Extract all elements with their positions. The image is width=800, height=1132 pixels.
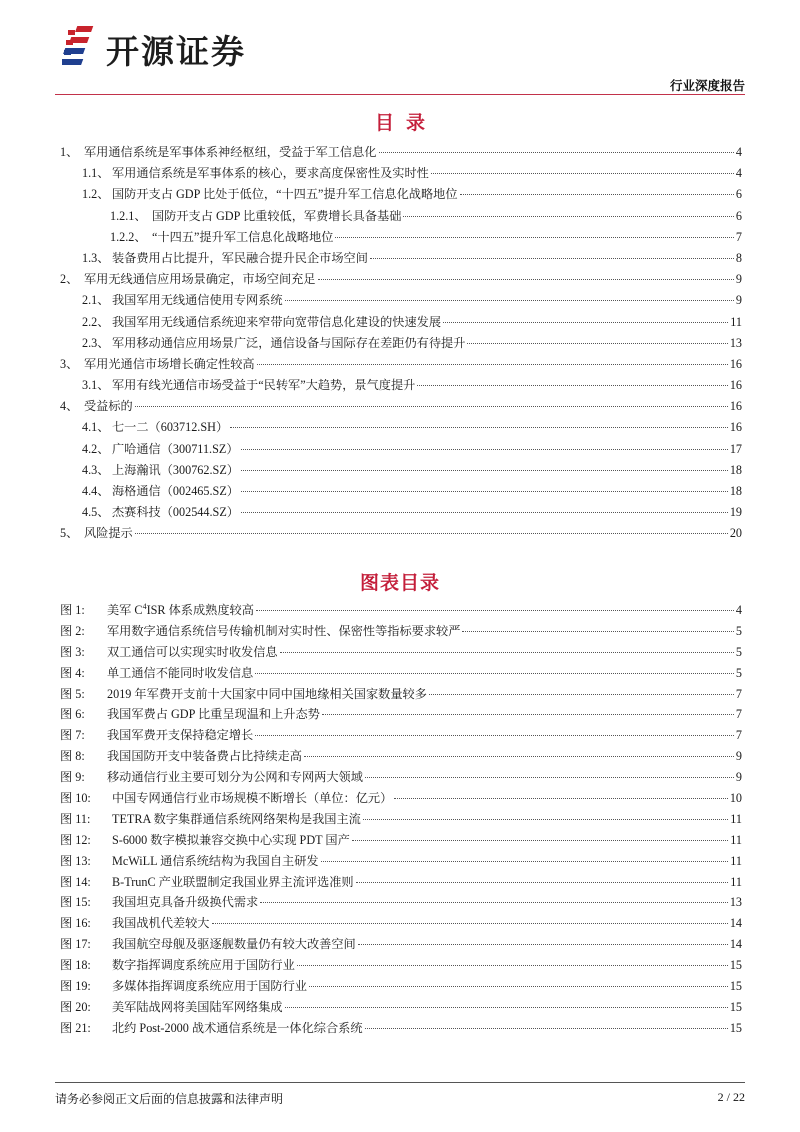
- toc-entry-title: 上海瀚讯（300762.SZ）: [112, 462, 239, 477]
- figure-entry-page: 11: [730, 853, 742, 868]
- toc-entry-page: 4: [735, 145, 742, 159]
- toc-entry-number: 1.3、: [82, 250, 110, 265]
- figure-entry[interactable]: [60, 664, 742, 685]
- toc-entry-number: 1.2.1、: [110, 208, 147, 223]
- toc-entry-title: 军用通信系统是军事体系神经枢纽，受益于军工信息化: [84, 145, 377, 159]
- figure-entry-title: 移动通信行业主要可划分为公网和专网两大领域: [107, 770, 363, 785]
- figure-entry[interactable]: [60, 998, 742, 1019]
- toc-entry-page: 11: [730, 314, 742, 329]
- figure-entry[interactable]: [60, 622, 742, 643]
- figure-entry-title: [107, 601, 254, 618]
- toc-entry-leader: [241, 448, 728, 450]
- figure-entry-title: 中国专网通信行业市场规模不断增长（单位：亿元）: [112, 791, 393, 806]
- toc-entry-page: 17: [729, 441, 742, 456]
- toc-entry-leader: [135, 405, 728, 407]
- figure-entry-title: 美军陆战网将美国陆军网络集成: [112, 999, 283, 1014]
- figure-entry-page: 13: [729, 895, 742, 910]
- figure-entry-title: TETRA 数字集群通信系统网络架构是我国主流: [112, 811, 361, 826]
- figure-entry[interactable]: [60, 956, 742, 977]
- figure-entry-title: S-6000 数字模拟兼容交换中心实现 PDT 国产: [112, 832, 350, 847]
- figure-entry-page: 7: [735, 707, 742, 722]
- figure-entry-leader: [322, 713, 734, 715]
- toc-entry-leader: [285, 299, 734, 301]
- figure-entry-page: 4: [735, 603, 742, 617]
- figure-entry-title: 多媒体指挥调度系统应用于国防行业: [112, 979, 307, 994]
- figure-entry-number: 图 1:: [60, 603, 85, 617]
- toc-entry-number: 2、: [60, 272, 79, 287]
- toc-entry-leader: [335, 236, 733, 238]
- toc-entry[interactable]: [60, 291, 742, 312]
- toc-entry-number: 1.2、: [82, 187, 110, 202]
- figure-entry[interactable]: [60, 685, 742, 706]
- toc-entry[interactable]: [60, 228, 742, 249]
- toc-entry-page: 16: [729, 356, 742, 371]
- figure-entry-number: 图 16:: [60, 916, 91, 931]
- figure-entry-leader: [255, 734, 734, 736]
- figure-entry[interactable]: [60, 726, 742, 747]
- figure-entry-number: 图 5:: [60, 686, 85, 701]
- figure-entry-title: 我国军费开支保持稳定增长: [107, 728, 254, 743]
- toc-entry-leader: [135, 532, 728, 534]
- toc-entry-number: 2.2、: [82, 314, 110, 329]
- toc-entry-leader: [467, 342, 727, 344]
- figure-entry[interactable]: [60, 747, 742, 768]
- toc-entry-page: 9: [735, 293, 742, 308]
- toc-entry-title: 国防开支占 GDP 比重较低，军费增长具备基础: [152, 208, 402, 223]
- figure-entry-leader: [356, 881, 729, 883]
- figure-entry-page: 5: [735, 665, 742, 680]
- toc-entry-title: 风险提示: [84, 526, 133, 541]
- figure-entry-title: 单工通信不能同时收发信息: [107, 665, 254, 680]
- toc-entry-number: 4.5、: [82, 505, 110, 520]
- figure-entry-number: 图 2:: [60, 623, 85, 638]
- figure-entry-number: 图 8:: [60, 749, 85, 764]
- figure-entry-page: 10: [729, 791, 742, 806]
- figure-entry-number: 图 13:: [60, 853, 91, 868]
- figure-entry-leader: [297, 964, 728, 966]
- figures-title: 图表目录: [359, 572, 440, 594]
- figure-entry-number: 图 20:: [60, 999, 91, 1014]
- figure-entry[interactable]: [60, 935, 742, 956]
- figure-entry-number: 图 6:: [60, 707, 85, 722]
- figure-entry[interactable]: [60, 601, 742, 622]
- toc-entry-title: 军用光通信市场增长确定性较高: [84, 356, 255, 371]
- figure-entry-page: 15: [729, 999, 742, 1014]
- toc-entry-leader: [379, 151, 734, 153]
- toc-entry-number: 4、: [60, 399, 79, 414]
- figure-entry-title: McWiLL 通信系统结构为我国自主研发: [112, 853, 319, 868]
- figure-entry-number: 图 11:: [60, 811, 91, 826]
- toc-entry-page: 13: [729, 335, 742, 350]
- figure-entry-title-superscript: 4: [142, 601, 147, 611]
- figure-entry-page: 11: [730, 832, 742, 847]
- figure-entry-page: 15: [729, 958, 742, 973]
- figure-entry-number: 图 10:: [60, 791, 91, 806]
- toc-entry-title: 军用移动通信应用场景广泛，通信设备与国际存在差距仍有待提升: [112, 335, 466, 350]
- toc-entry-title: 国防开支占 GDP 比处于低位，“十四五”提升军工信息化战略地位: [112, 187, 458, 202]
- figure-entry[interactable]: [60, 768, 742, 789]
- toc-entry-number: 4.3、: [82, 462, 110, 477]
- toc-entry-leader: [417, 384, 727, 386]
- brand-logo: [62, 24, 312, 76]
- toc-entry-title: 广哈通信（300711.SZ）: [112, 441, 239, 456]
- toc-entry-number: 1.2.2、: [110, 229, 147, 244]
- toc-entry[interactable]: [60, 313, 742, 334]
- toc-entry-page: 18: [729, 484, 742, 498]
- figure-entry-leader: [285, 1006, 728, 1008]
- table-of-contents: [60, 143, 742, 546]
- figure-entry-leader: [358, 943, 728, 945]
- figure-entry-number: 图 3:: [60, 644, 85, 659]
- toc-entry-page: 6: [735, 187, 742, 202]
- toc-entry[interactable]: [60, 164, 742, 185]
- toc-entry-title: 海格通信（002465.SZ）: [112, 484, 239, 498]
- figure-entry-page: 7: [735, 728, 742, 743]
- figure-entry[interactable]: [60, 705, 742, 726]
- figure-entry-title-pre: 美军 C: [107, 603, 143, 617]
- figure-entry-title: B-TrunC 产业联盟制定我国业界主流评选准则: [112, 874, 354, 889]
- toc-entry-title: 我国军用无线通信使用专网系统: [112, 293, 283, 308]
- toc-entry[interactable]: [60, 185, 742, 206]
- toc-entry[interactable]: [60, 207, 742, 228]
- figure-entry-leader: [321, 860, 729, 862]
- figure-entry-leader: [363, 818, 728, 820]
- figure-entry-title: 军用数字通信系统信号传输机制对实时性、保密性等指标要求较严: [107, 623, 461, 638]
- footer-disclaimer: 请务必参阅正文后面的信息披露和法律声明: [55, 1092, 284, 1106]
- figure-entry-title: 北约 Post-2000 战术通信系统是一体化综合系统: [112, 1020, 363, 1035]
- toc-entry[interactable]: [60, 524, 742, 545]
- brand-logo-mark-icon: [62, 24, 102, 74]
- toc-entry-leader: [257, 363, 728, 365]
- toc-entry[interactable]: [60, 249, 742, 270]
- figure-entry-number: 图 12:: [60, 832, 91, 847]
- figure-entry-page: 14: [729, 916, 742, 931]
- toc-entry[interactable]: [60, 440, 742, 461]
- figure-entry-title: 双工通信可以实现实时收发信息: [107, 644, 278, 659]
- figure-entry-number: 图 7:: [60, 728, 85, 743]
- toc-entry-title: 装备费用占比提升，军民融合提升民企市场空间: [112, 250, 368, 265]
- page-header: [0, 0, 800, 100]
- toc-entry[interactable]: [60, 376, 742, 397]
- figure-entry-leader: [365, 1027, 728, 1029]
- toc-entry-page: 7: [735, 229, 742, 244]
- figure-entry-page: 9: [735, 770, 742, 785]
- toc-entry-page: 4: [735, 166, 742, 181]
- figure-entry-page: 7: [735, 686, 742, 701]
- figure-entry-title-post: ISR 体系成熟度较高: [146, 603, 254, 617]
- figure-entry-number: 图 9:: [60, 770, 85, 785]
- toc-entry-leader: [460, 193, 734, 195]
- toc-entry-title: 军用通信系统是军事体系的核心，要求高度保密性及实时性: [112, 166, 429, 181]
- figure-entry-page: 9: [735, 749, 742, 764]
- figure-entry-title: 我国坦克具备升级换代需求: [112, 895, 259, 910]
- toc-entry[interactable]: [60, 334, 742, 355]
- figure-entry[interactable]: [60, 977, 742, 998]
- toc-entry[interactable]: [60, 355, 742, 376]
- figure-entry-title: 我国国防开支中装备费占比持续走高: [107, 749, 302, 764]
- figure-entry-leader: [256, 609, 734, 611]
- figure-entry-page: 11: [730, 811, 742, 826]
- brand-name: 开源证券: [106, 32, 246, 71]
- figure-entry-leader: [352, 839, 728, 841]
- toc-entry-leader: [318, 278, 734, 280]
- toc-entry-leader: [241, 469, 728, 471]
- toc-entry-leader: [370, 257, 734, 259]
- figure-entry-page: 15: [729, 1020, 742, 1035]
- figure-entry-page: 15: [729, 979, 742, 994]
- figure-entry-number: 图 21:: [60, 1020, 91, 1035]
- toc-entry-number: 5、: [60, 526, 79, 541]
- toc-entry-number: 3、: [60, 356, 79, 371]
- toc-entry[interactable]: [60, 270, 742, 291]
- toc-entry-number: 1.1、: [82, 166, 110, 181]
- figure-entry[interactable]: [60, 643, 742, 664]
- toc-entry-title: 我国军用无线通信系统迎来窄带向宽带信息化建设的快速发展: [112, 314, 442, 329]
- toc-entry[interactable]: [60, 418, 742, 439]
- figure-entry-page: 5: [735, 623, 742, 638]
- figure-entry[interactable]: [60, 873, 742, 894]
- toc-entry-page: 6: [735, 208, 742, 223]
- toc-entry-leader: [241, 490, 728, 492]
- figure-entry-leader: [394, 797, 728, 799]
- figure-entry-page: 11: [730, 874, 742, 889]
- toc-entry-number: 4.2、: [82, 441, 110, 456]
- figure-entry-number: 图 14:: [60, 874, 91, 889]
- toc-entry-leader: [403, 215, 734, 217]
- toc-entry-page: 20: [729, 526, 742, 541]
- footer-page-indicator: 2 / 22: [717, 1090, 745, 1104]
- toc-title: 目录: [374, 112, 437, 134]
- figure-entry-leader: [309, 985, 728, 987]
- toc-entry-leader: [431, 172, 734, 174]
- figure-entry[interactable]: [60, 893, 742, 914]
- toc-entry-leader: [443, 321, 728, 323]
- figure-entry-title: 我国战机代差较大: [112, 916, 210, 931]
- figure-entry-title: 2019 年军费开支前十大国家中同中国地缘相关国家数量较多: [107, 686, 427, 701]
- figure-entry-number: 图 15:: [60, 895, 91, 910]
- footer-divider: [55, 1082, 745, 1083]
- toc-entry-title: 军用有线光通信市场受益于“民转军”大趋势，景气度提升: [112, 378, 416, 393]
- figure-entry[interactable]: [60, 789, 742, 810]
- toc-entry[interactable]: [60, 461, 742, 482]
- report-type-label: 行业深度报告: [669, 78, 745, 93]
- figure-entry-page: 14: [729, 937, 742, 952]
- toc-entry-number: 4.4、: [82, 484, 110, 498]
- figure-entry[interactable]: [60, 810, 742, 831]
- toc-entry-number: 1、: [60, 145, 79, 159]
- figures-list: [60, 601, 742, 1040]
- toc-entry-number: 3.1、: [82, 378, 110, 393]
- figure-entry-leader: [304, 755, 734, 757]
- toc-entry-leader: [230, 426, 728, 428]
- toc-entry[interactable]: [60, 143, 742, 164]
- toc-entry-page: 19: [729, 505, 742, 520]
- figure-entry-title: 我国军费占 GDP 比重呈现温和上升态势: [107, 707, 320, 722]
- figure-entry[interactable]: [60, 1019, 742, 1040]
- toc-entry-title: 受益标的: [84, 399, 133, 414]
- toc-entry-number: 2.3、: [82, 335, 110, 350]
- figure-entry-number: 图 4:: [60, 665, 85, 680]
- toc-entry-page: 9: [735, 272, 742, 287]
- figure-entry-leader: [260, 901, 728, 903]
- toc-entry-page: 8: [735, 250, 742, 265]
- figure-entry-leader: [255, 672, 734, 674]
- figure-entry-number: 图 19:: [60, 979, 91, 994]
- figure-entry-title: 数字指挥调度系统应用于国防行业: [112, 958, 295, 973]
- toc-entry[interactable]: [60, 482, 742, 503]
- figure-entry-leader: [280, 651, 734, 653]
- figure-entry-page: 5: [735, 644, 742, 659]
- figure-entry-leader: [462, 630, 733, 632]
- figure-entry-title: 我国航空母舰及驱逐舰数量仍有较大改善空间: [112, 937, 356, 952]
- header-divider: [55, 94, 745, 95]
- toc-entry-title: 杰赛科技（002544.SZ）: [112, 505, 239, 520]
- figure-entry-leader: [429, 693, 734, 695]
- toc-entry-page: 16: [729, 399, 742, 414]
- figure-entry[interactable]: [60, 852, 742, 873]
- toc-entry-number: 4.1、: [82, 420, 110, 435]
- toc-entry[interactable]: [60, 503, 742, 524]
- toc-entry-page: 18: [729, 462, 742, 477]
- toc-entry-page: 16: [729, 420, 742, 435]
- toc-entry-title: 七一二（603712.SH）: [112, 420, 229, 435]
- figure-entry-number: 图 17:: [60, 937, 91, 952]
- figure-entry-leader: [365, 776, 734, 778]
- toc-entry-page: 16: [729, 378, 742, 393]
- toc-entry[interactable]: [60, 397, 742, 418]
- toc-entry-number: 2.1、: [82, 293, 110, 308]
- figure-entry[interactable]: [60, 831, 742, 852]
- toc-entry-leader: [241, 511, 728, 513]
- toc-entry-title: 军用无线通信应用场景确定，市场空间充足: [84, 272, 316, 287]
- figure-entry-number: 图 18:: [60, 958, 91, 973]
- figure-entry[interactable]: [60, 914, 742, 935]
- figure-entry-leader: [212, 922, 728, 924]
- toc-entry-title: “十四五”提升军工信息化战略地位: [152, 229, 334, 244]
